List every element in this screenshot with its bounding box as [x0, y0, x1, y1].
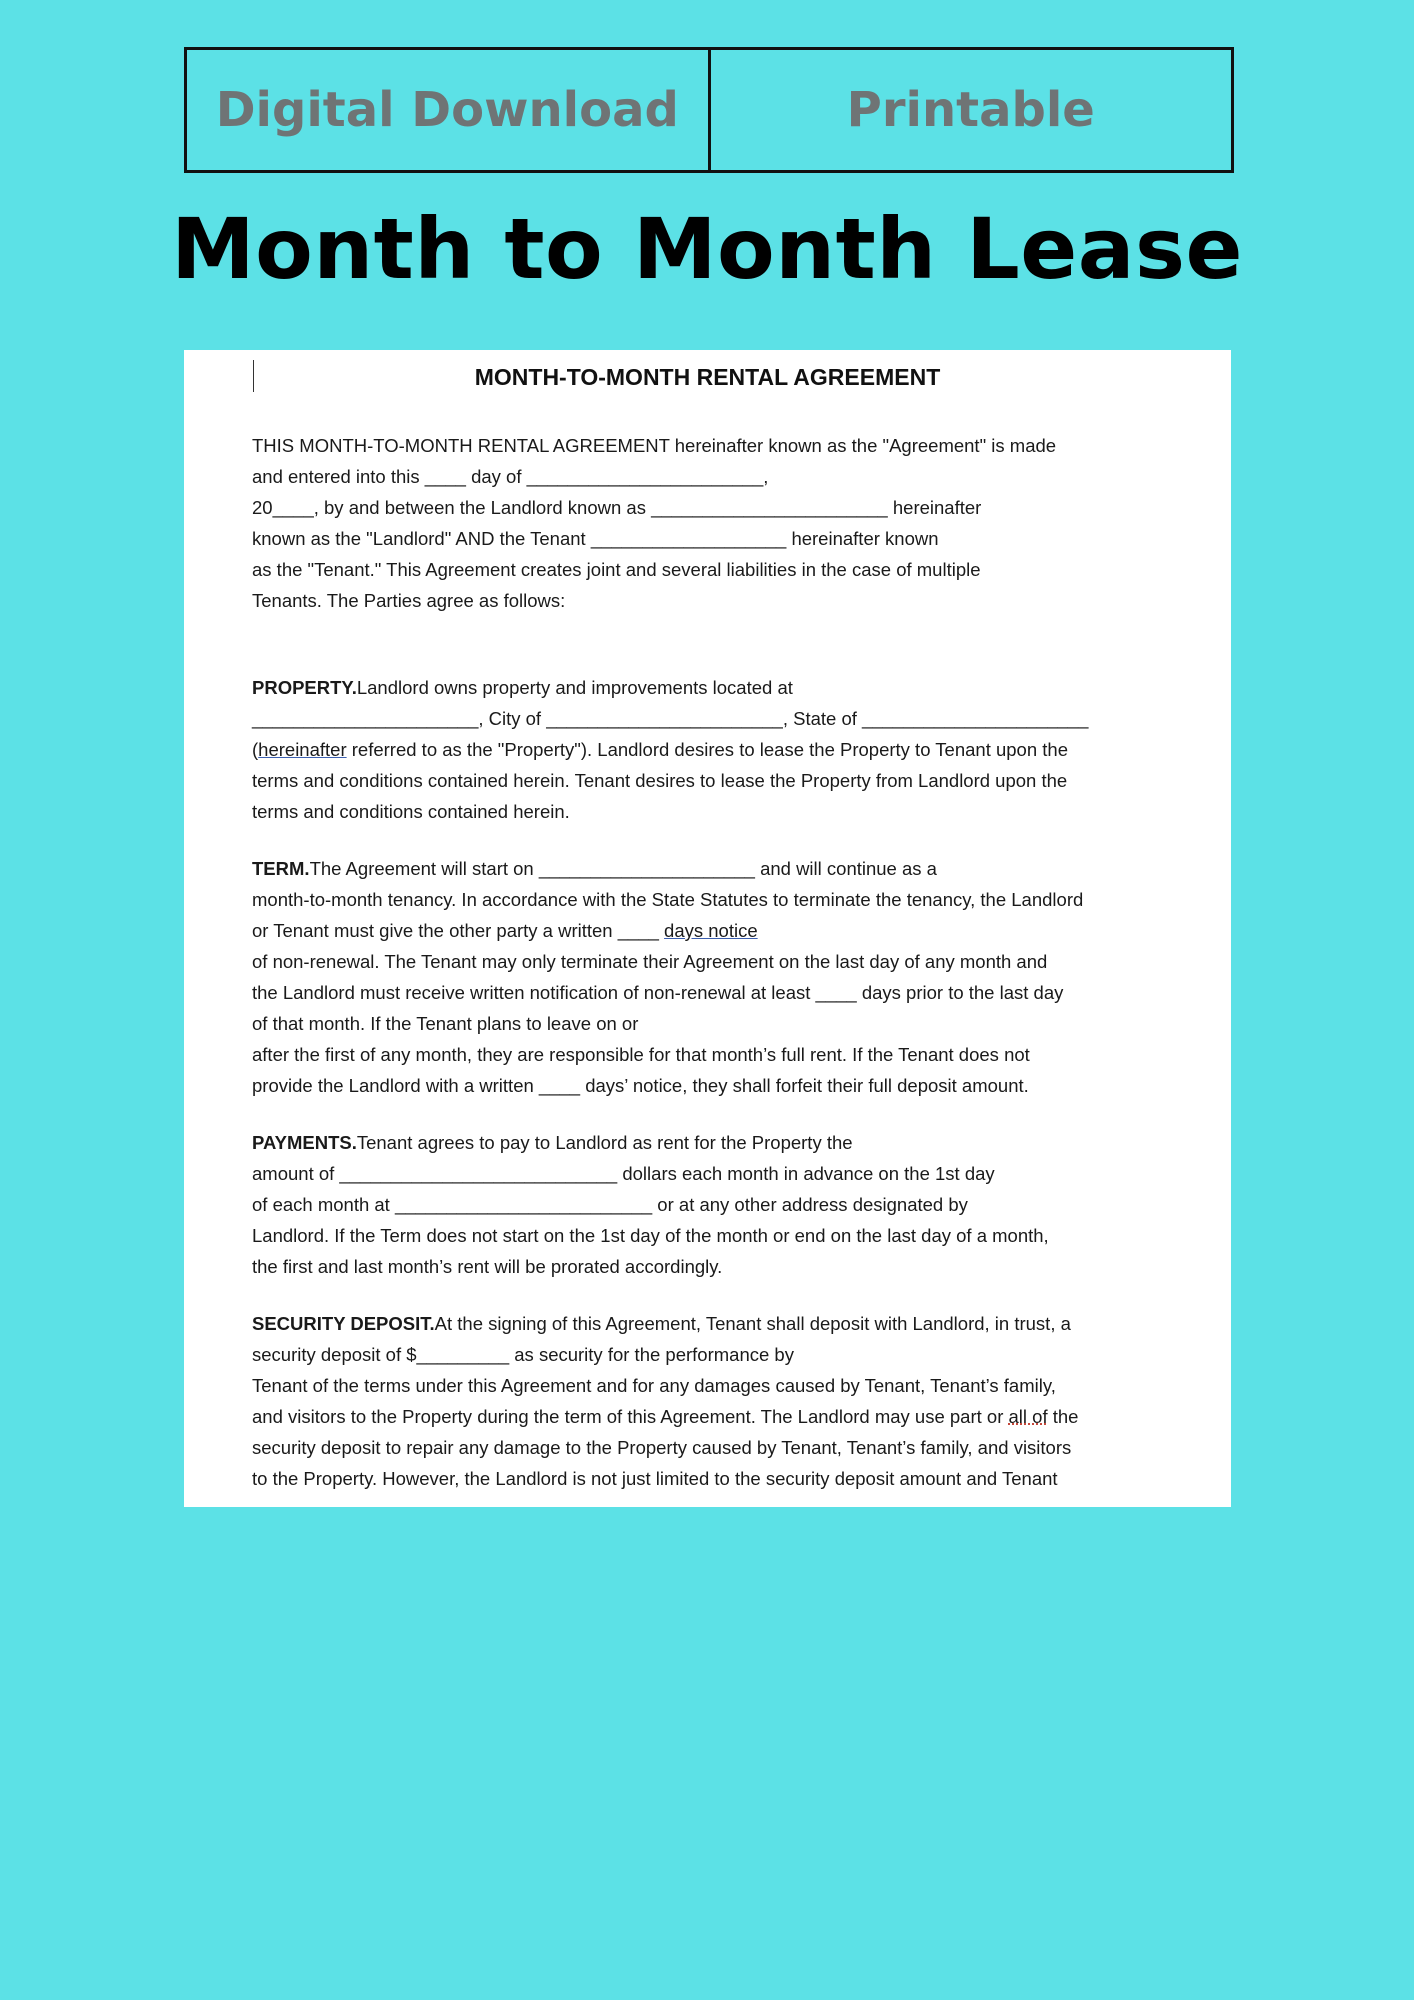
term-line: after the first of any month, they are responsible for that month’s full rent. If the Tenant does not — [252, 1044, 1030, 1065]
term-line: of that month. If the Tenant plans to leave on or — [252, 1013, 639, 1034]
badge-bar — [184, 47, 1234, 173]
intro-line: known as the "Landlord" AND the Tenant ___________________ hereinafter known — [252, 528, 939, 549]
security-line: security deposit of $_________ as security for the performance by — [252, 1344, 794, 1365]
grammar-mark-all-of[interactable]: all of — [1008, 1406, 1048, 1427]
property-line: terms and conditions contained herein. Tenant desires to lease the Property from Landlord upon the — [252, 770, 1068, 791]
property-line: PROPERTY.Landlord owns property and improvements located at — [252, 677, 793, 698]
badge-digital-download: Digital Download — [215, 82, 679, 138]
security-deposit-heading: SECURITY DEPOSIT. — [252, 1313, 435, 1334]
security-line: SECURITY DEPOSIT.At the signing of this Agreement, Tenant shall deposit with Landlord, in trust, a — [252, 1313, 1071, 1334]
security-line: security deposit to repair any damage to the Property caused by Tenant, Tenant’s family, and visitors — [252, 1437, 1072, 1458]
badge-printable: Printable — [708, 50, 1232, 170]
spellcheck-phrase-days-notice[interactable]: days notice — [664, 920, 758, 941]
security-line: to the Property. However, the Landlord is not just limited to the security deposit amount and Tenant — [252, 1468, 1058, 1489]
intro-line: and entered into this ____ day of _______________________, — [252, 466, 769, 487]
term-heading: TERM. — [252, 858, 310, 879]
page-headline: Month to Month Lease — [171, 200, 1243, 298]
term-line: or Tenant must give the other party a written ____ days notice — [252, 920, 758, 941]
payments-line: Landlord. If the Term does not start on the 1st day of the month or end on the last day of a month, — [252, 1225, 1049, 1246]
term-line: of non-renewal. The Tenant may only terminate their Agreement on the last day of any month and — [252, 951, 1048, 972]
term-line: provide the Landlord with a written ____ days’ notice, they shall forfeit their full deposit amount. — [252, 1075, 1029, 1096]
spellcheck-word-hereinafter[interactable]: hereinafter — [258, 739, 347, 760]
property-heading: PROPERTY. — [252, 677, 357, 698]
payments-line: amount of ___________________________ dollars each month in advance on the 1st day — [252, 1163, 995, 1184]
intro-line: as the "Tenant." This Agreement creates joint and several liabilities in the case of multiple — [252, 559, 981, 580]
term-line: TERM.The Agreement will start on _____________________ and will continue as a — [252, 858, 937, 879]
term-line: month-to-month tenancy. In accordance with the State Statutes to terminate the tenancy, the Landlord — [252, 889, 1084, 910]
property-line: (hereinafter referred to as the "Property"). Landlord desires to lease the Property to Tenant upon the — [252, 739, 1068, 760]
term-line: the Landlord must receive written notification of non-renewal at least ____ days prior to the last day — [252, 982, 1064, 1003]
security-line: and visitors to the Property during the term of this Agreement. The Landlord may use part or all of the — [252, 1406, 1079, 1427]
payments-heading: PAYMENTS. — [252, 1132, 357, 1153]
payments-line: the first and last month’s rent will be prorated accordingly. — [252, 1256, 723, 1277]
document-preview — [184, 350, 1231, 1507]
property-line: ______________________, City of _______________________, State of ______________________ — [252, 708, 1089, 729]
security-line: Tenant of the terms under this Agreement and for any damages caused by Tenant, Tenant’s family, — [252, 1375, 1056, 1396]
document-title: MONTH-TO-MONTH RENTAL AGREEMENT — [474, 364, 941, 390]
payments-line: of each month at _________________________ or at any other address designated by — [252, 1194, 968, 1215]
property-line: terms and conditions contained herein. — [252, 801, 570, 822]
document-body — [252, 430, 1202, 1494]
intro-line: Tenants. The Parties agree as follows: — [252, 590, 566, 611]
intro-line: 20____, by and between the Landlord known as _______________________ hereinafter — [252, 497, 982, 518]
payments-line: PAYMENTS.Tenant agrees to pay to Landlord as rent for the Property the — [252, 1132, 853, 1153]
intro-line: THIS MONTH-TO-MONTH RENTAL AGREEMENT hereinafter known as the "Agreement" is made — [252, 435, 1057, 456]
